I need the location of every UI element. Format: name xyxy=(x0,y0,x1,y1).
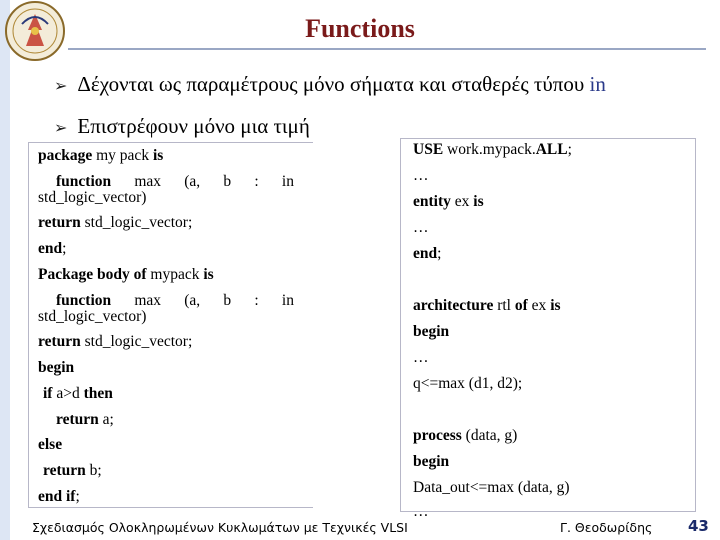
code-line: begin xyxy=(38,359,75,376)
page-number: 43 xyxy=(688,517,709,535)
left-decor-bar xyxy=(0,0,10,540)
code-line: else xyxy=(38,436,63,453)
code-line: return a; xyxy=(56,411,114,428)
code-line: … xyxy=(413,219,429,236)
code-line: USE work.mypack.ALL; xyxy=(413,141,572,158)
code-line: q<=max (d1, d2); xyxy=(413,375,523,392)
code-line: begin xyxy=(413,323,450,340)
page-title: Functions xyxy=(305,14,415,43)
author-footer: Γ. Θεοδωρίδης xyxy=(560,520,653,535)
code-line: Package body of mypack is xyxy=(38,266,214,283)
code-line: end; xyxy=(413,245,442,262)
code-line: return std_logic_vector; xyxy=(38,214,193,231)
code-line: process (data, g) xyxy=(413,427,518,444)
code-line: entity ex is xyxy=(413,193,484,210)
arrow-bullet-icon: ➢ xyxy=(54,76,68,95)
code-line: return b; xyxy=(43,462,102,479)
code-line: Data_out<=max (data, g) xyxy=(413,479,570,496)
course-footer: Σχεδιασμός Ολοκληρωμένων Κυκλωμάτων με Τεχνικές VLSI xyxy=(32,520,408,535)
arrow-bullet-icon: ➢ xyxy=(54,118,68,137)
code-line: … xyxy=(413,503,429,520)
code-line: std_logic_vector) xyxy=(38,189,147,206)
code-line: package my pack is xyxy=(38,147,164,164)
bullet-item-2: ➢ Επιστρέφουν μόνο μια τιμή xyxy=(54,114,310,138)
code-line: end if; xyxy=(38,488,80,505)
code-line: return std_logic_vector; xyxy=(38,333,193,350)
code-line: architecture rtl of ex is xyxy=(413,297,561,314)
code-line: begin xyxy=(413,453,450,470)
code-line: end; xyxy=(38,240,67,257)
code-line: … xyxy=(413,349,429,366)
code-line: function max (a, b : in xyxy=(56,292,294,309)
bullet-item-1: ➢ Δέχονται ως παραμέτρους μόνο σήματα και σταθερές τύπου in xyxy=(54,72,606,96)
title-divider xyxy=(68,48,706,50)
code-line: function max (a, b : in xyxy=(56,173,294,190)
code-line: … xyxy=(413,167,429,184)
code-line: std_logic_vector) xyxy=(38,308,147,325)
code-line: if a>d then xyxy=(43,385,113,402)
